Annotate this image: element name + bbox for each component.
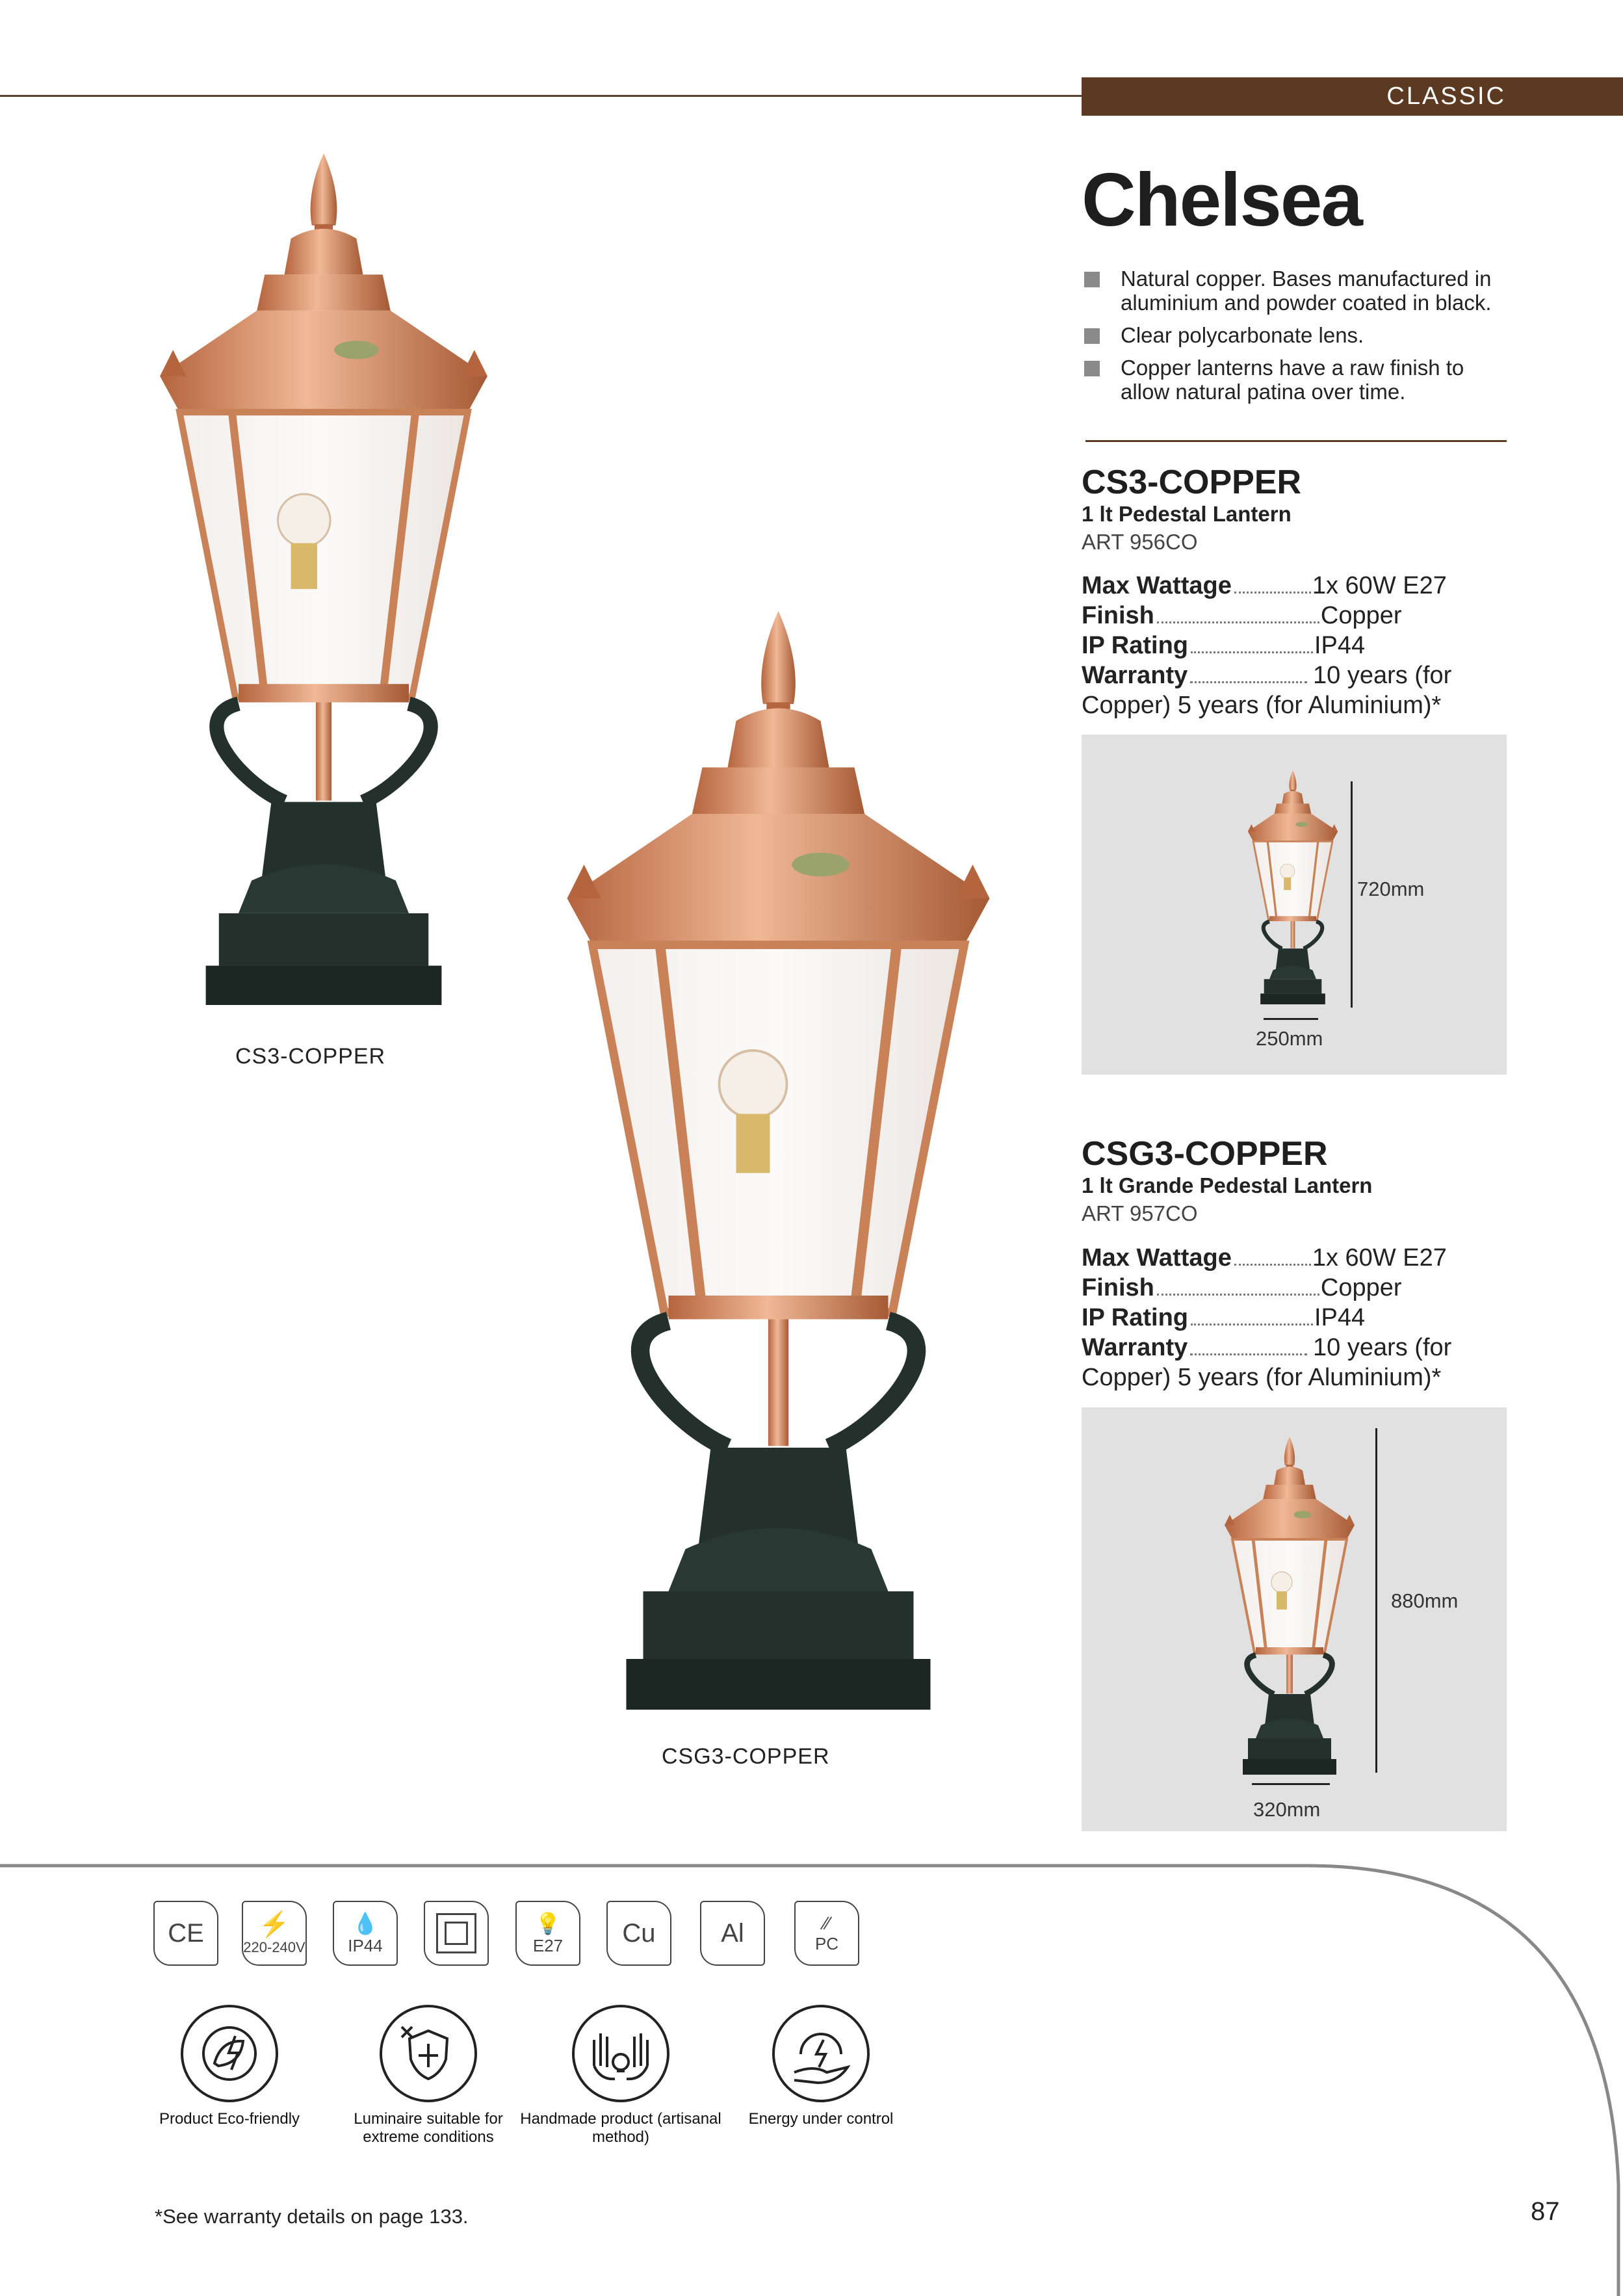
voltage-icon: ⚡ 220-240V — [242, 1901, 307, 1966]
shield-snowflake-icon — [380, 2005, 477, 2102]
spec-value: 10 years (for Copper) 5 years (for Aluminium)* — [1082, 662, 1452, 719]
width-line — [1264, 1018, 1318, 1020]
copper-material-icon: Cu — [606, 1901, 671, 1966]
spec-label: Warranty — [1082, 1334, 1188, 1361]
dimension-panel — [1082, 1407, 1507, 1831]
spec-value: 10 years (for Copper) 5 years (for Aluminium)* — [1082, 1334, 1452, 1391]
spec-label: Max Wattage — [1082, 1244, 1232, 1272]
bulb-socket-icon: 💡 E27 — [515, 1901, 580, 1966]
spec-value: IP44 — [1314, 632, 1366, 659]
spec-value: 1x 60W E27 — [1312, 572, 1447, 599]
page-number: 87 — [1531, 2197, 1560, 2226]
page-title: Chelsea — [1082, 157, 1362, 242]
polycarbonate-icon: ∕∕ PC — [794, 1901, 859, 1966]
product-code: CSG3-COPPER — [1082, 1135, 1328, 1173]
spec-table — [1082, 1243, 1498, 1392]
hands-bulb-icon — [572, 2005, 669, 2102]
spec-table — [1082, 571, 1498, 720]
feature-item: Copper lanterns have a raw finish to allow natural patina over time. — [1083, 356, 1512, 404]
cs3-lantern-image — [155, 153, 493, 1005]
badge-label: Luminaire suitable for extreme conditions — [354, 2110, 503, 2146]
product-art: ART 956CO — [1082, 530, 1198, 554]
aluminium-material-icon: Al — [700, 1901, 765, 1966]
dimension-panel — [1082, 735, 1507, 1075]
width-label: 250mm — [1256, 1027, 1323, 1050]
feature-item: Natural copper. Bases manufactured in aluminium and powder coated in black. — [1083, 267, 1512, 315]
badge-label: Product Eco-friendly — [159, 2110, 300, 2128]
spec-value: Copper — [1320, 602, 1402, 629]
height-line — [1375, 1428, 1377, 1773]
hand-bolt-icon — [772, 2005, 870, 2102]
header-rule — [0, 95, 1082, 97]
category-label: CLASSIC — [1386, 83, 1506, 110]
cs3-caption: CS3-COPPER — [235, 1044, 386, 1069]
height-label: 720mm — [1357, 878, 1425, 900]
spec-label: IP Rating — [1082, 1304, 1188, 1331]
csg3-caption: CSG3-COPPER — [662, 1744, 830, 1769]
feature-list — [1083, 267, 1512, 412]
dimension-thumbnail — [1225, 1424, 1355, 1788]
product-name: 1 lt Grande Pedestal Lantern — [1082, 1173, 1373, 1197]
spec-value: 1x 60W E27 — [1312, 1244, 1447, 1272]
csg3-lantern-image — [539, 611, 1017, 1710]
feature-item: Clear polycarbonate lens. — [1083, 323, 1512, 347]
eco-leaf-icon — [181, 2005, 278, 2102]
badge-label: Energy under control — [748, 2110, 894, 2128]
class-ii-insulation-icon — [424, 1901, 489, 1966]
ce-mark-icon: CE — [153, 1901, 218, 1966]
spec-value: IP44 — [1314, 1304, 1366, 1331]
product-name: 1 lt Pedestal Lantern — [1082, 502, 1292, 526]
ip-rating-icon: 💧 IP44 — [333, 1901, 398, 1966]
width-line — [1252, 1783, 1330, 1785]
warranty-note: *See warranty details on page 133. — [155, 2205, 469, 2228]
spec-value: Copper — [1320, 1274, 1402, 1301]
spec-label: Warranty — [1082, 662, 1188, 689]
spec-label: IP Rating — [1082, 632, 1188, 659]
height-line — [1351, 781, 1353, 1008]
category-band — [1082, 77, 1623, 116]
product-art: ART 957CO — [1082, 1201, 1198, 1225]
feature-divider — [1085, 440, 1507, 442]
badge-label: Handmade product (artisanal method) — [520, 2110, 721, 2146]
spec-label: Max Wattage — [1082, 572, 1232, 599]
height-label: 880mm — [1391, 1589, 1459, 1612]
spec-label: Finish — [1082, 602, 1154, 629]
dimension-thumbnail — [1244, 770, 1342, 1004]
spec-label: Finish — [1082, 1274, 1154, 1301]
width-label: 320mm — [1253, 1798, 1321, 1821]
product-code: CS3-COPPER — [1082, 463, 1302, 501]
